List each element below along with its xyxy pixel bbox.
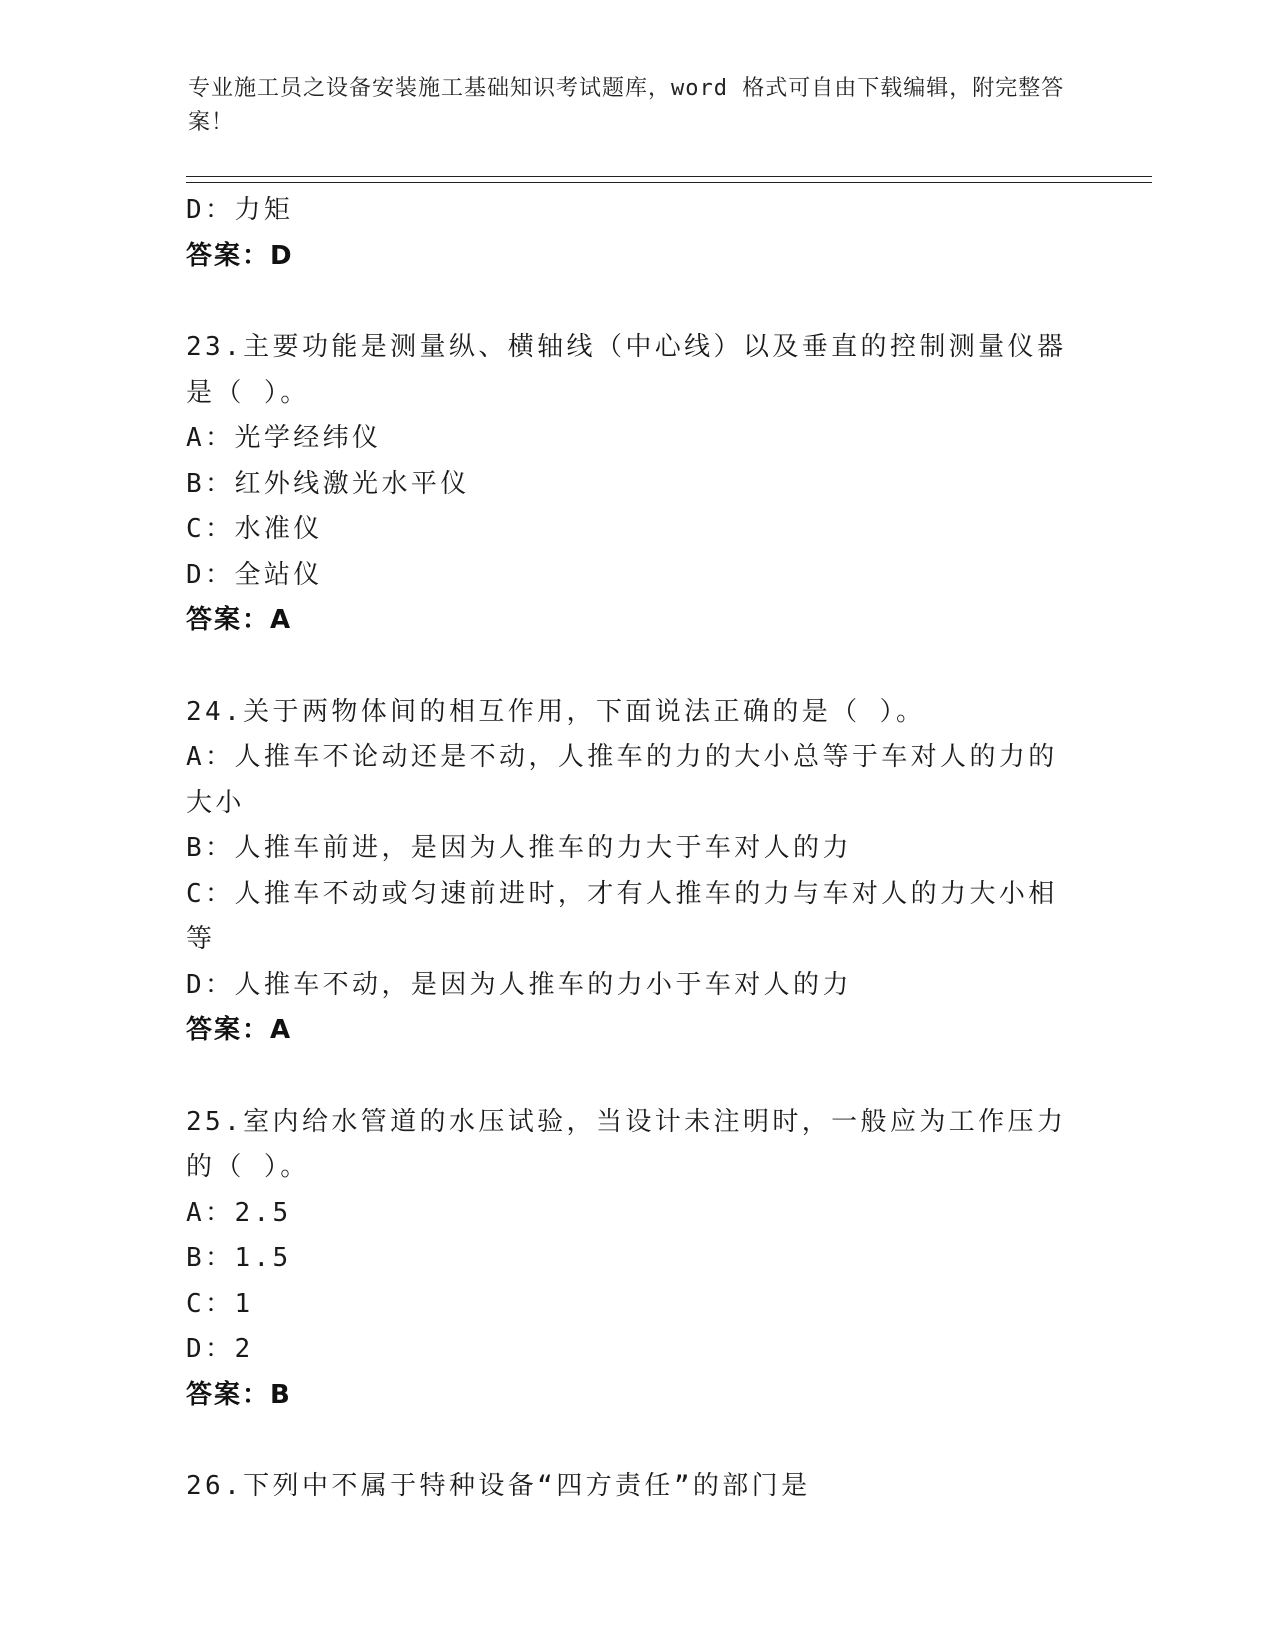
question-stem: 26.下列中不属于特种设备“四方责任”的部门是	[186, 1471, 811, 1501]
answer-line: 答案：D	[186, 240, 294, 271]
option-c: C：水准仪	[186, 514, 323, 544]
question-content	[186, 188, 1086, 1510]
question-stem: 24.关于两物体间的相互作用，下面说法正确的是（ ）。	[186, 696, 926, 727]
answer-line: 答案：B	[186, 1379, 292, 1410]
option-a: A：2.5	[186, 1197, 292, 1228]
option-c: C：人推车不动或匀速前进时，才有人推车的力与车对人的力大小相等	[186, 878, 1058, 954]
answer-line: 答案：A	[186, 605, 293, 635]
header-divider	[186, 176, 1152, 183]
option-a: A：光学经纬仪	[186, 423, 382, 453]
option-b: B：红外线激光水平仪	[186, 468, 470, 499]
option-b: B：人推车前进，是因为人推车的力大于车对人的力	[186, 833, 852, 863]
option-c: C：1	[186, 1288, 254, 1319]
option-d: D：人推车不动，是因为人推车的力小于车对人的力	[186, 969, 852, 1000]
page-header: 专业施工员之设备安装施工基础知识考试题库，word 格式可自由下载编辑，附完整答案！	[188, 76, 1065, 135]
option-a: A：人推车不论动还是不动，人推车的力的大小总等于车对人的力的大小	[186, 742, 1058, 818]
question-stem: 25.室内给水管道的水压试验，当设计未注明时，一般应为工作压力的（ ）。	[186, 1106, 1067, 1182]
answer-line: 答案：A	[186, 1015, 293, 1045]
option-b: B：1.5	[186, 1243, 292, 1273]
option-d: D：2	[186, 1334, 254, 1364]
option-d: D：全站仪	[186, 559, 323, 590]
question-stem: 23.主要功能是测量纵、横轴线（中心线）以及垂直的控制测量仪器是（ ）。	[186, 332, 1067, 408]
option-d: D：力矩	[186, 195, 294, 225]
